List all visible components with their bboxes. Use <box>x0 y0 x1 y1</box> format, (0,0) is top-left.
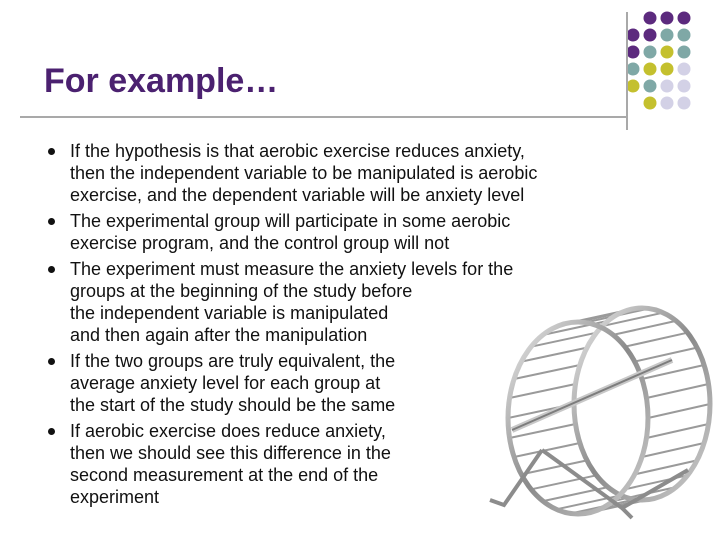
decorative-dot <box>627 80 640 93</box>
bullet-line: second measurement at the end of the <box>70 465 379 485</box>
decorative-dot <box>627 63 640 76</box>
wheel-bar <box>647 424 709 438</box>
bullet-line: If aerobic exercise does reduce anxiety, <box>70 421 386 441</box>
decorative-dot <box>644 80 657 93</box>
bullet-line: experiment <box>70 487 160 507</box>
wheel-bar <box>613 321 676 335</box>
bullet-icon <box>48 266 55 273</box>
bullet-line: If the hypothesis is that aerobic exercise reduces anxiety, <box>70 141 525 161</box>
bullet-line: average anxiety level for each group at <box>70 373 381 393</box>
decorative-dot <box>627 46 640 59</box>
bullet-icon <box>48 428 55 435</box>
bullet-line: If the two groups are truly equivalent, the <box>70 351 396 371</box>
bullet-line: then we should see this difference in the <box>70 443 391 463</box>
decorative-dot <box>678 29 691 42</box>
bullet-line: then the independent variable to be manipulated is aerobic <box>70 163 538 183</box>
decorative-dot <box>661 29 674 42</box>
wheel-bar <box>514 365 580 379</box>
decorative-dot <box>678 12 691 25</box>
slide-title: For example… <box>44 62 279 100</box>
decorative-dot <box>644 46 657 59</box>
decorative-dot <box>661 97 674 110</box>
decorative-dot <box>627 29 640 42</box>
decorative-dot <box>644 12 657 25</box>
vertical-divider <box>626 12 628 130</box>
decorative-dot <box>661 12 674 25</box>
bullet-item <box>48 210 648 254</box>
bullet-line: the independent variable is manipulated <box>70 303 389 323</box>
bullet-item <box>48 140 648 206</box>
decorative-dot <box>644 63 657 76</box>
decorative-dot <box>678 63 691 76</box>
bullet-line: exercise, and the dependent variable will be anxiety level <box>70 185 525 205</box>
decorative-dot <box>644 29 657 42</box>
decorative-dot <box>678 80 691 93</box>
bullet-line: exercise program, and the control group will not <box>70 233 450 253</box>
decorative-dot <box>678 46 691 59</box>
decorative-dot <box>678 97 691 110</box>
wheel-bar <box>648 404 710 418</box>
wheel-bar <box>642 443 704 457</box>
bullet-icon <box>48 358 55 365</box>
bullet-line: The experimental group will participate in some aerobic <box>70 211 511 231</box>
bullet-icon <box>48 148 55 155</box>
bullet-icon <box>48 218 55 225</box>
decorative-dot <box>661 80 674 93</box>
bullet-line: groups at the beginning of the study before <box>70 281 413 301</box>
bullet-line: The experiment must measure the anxiety levels for the <box>70 259 514 279</box>
hamster-wheel-image <box>482 300 720 522</box>
wheel-bar <box>647 384 709 398</box>
wheel-bar <box>625 333 688 347</box>
decorative-dot <box>661 63 674 76</box>
title-divider <box>20 116 626 118</box>
bullet-line: and then again after the manipulation <box>70 325 368 345</box>
wheel-bar <box>510 384 576 398</box>
decorative-dot <box>644 97 657 110</box>
decorative-dot <box>661 46 674 59</box>
bullet-line: the start of the study should be the same <box>70 395 396 415</box>
